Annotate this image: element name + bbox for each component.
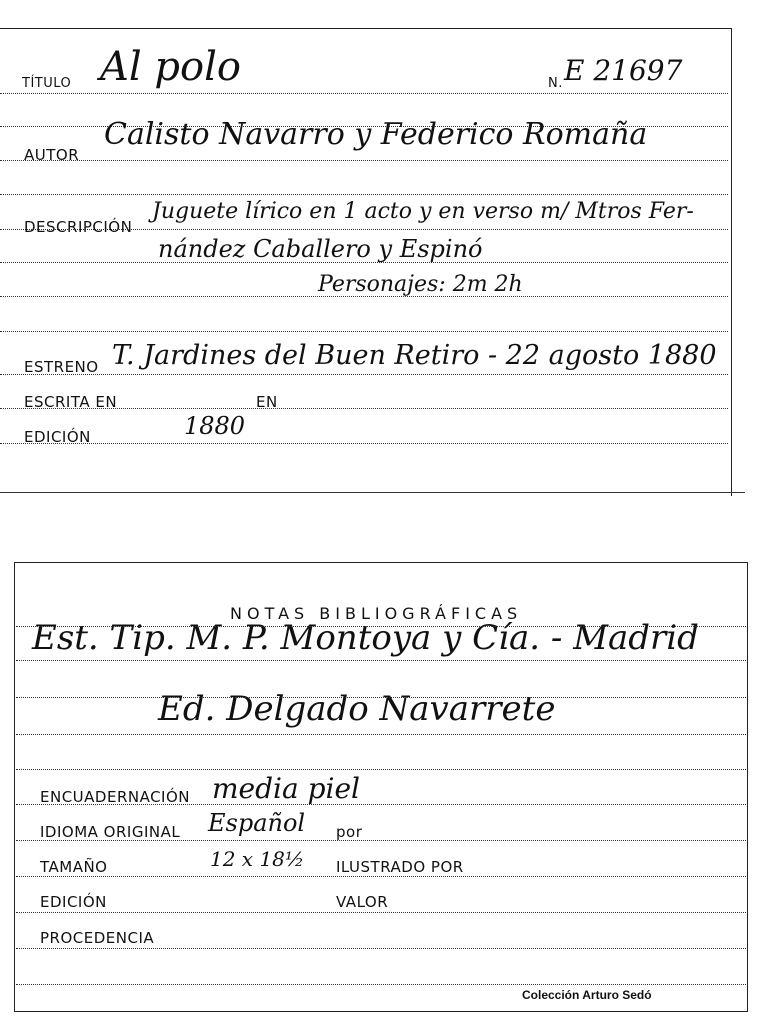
numero-label: N. (548, 76, 563, 91)
rule-line (16, 697, 746, 698)
por-label: por (336, 823, 363, 841)
tamano-label: TAMAÑO (40, 858, 108, 876)
rule-line (16, 912, 746, 913)
idioma-value: Español (208, 809, 306, 837)
titulo-label: TÍTULO (22, 76, 72, 91)
numero-value: E 21697 (564, 54, 683, 87)
rule-line (16, 769, 746, 770)
escrita-en-label: ESCRITA EN (24, 393, 118, 411)
collection-footer: Colección Arturo Sedó (522, 988, 652, 1002)
ilustrado-label: ILUSTRADO POR (336, 858, 464, 876)
notas-line1: Est. Tip. M. P. Montoya y Cía. - Madrid (32, 618, 699, 658)
rule-line (16, 876, 746, 877)
rule-line (16, 948, 746, 949)
encuadernacion-label: ENCUADERNACIÓN (40, 788, 191, 806)
estreno-label: ESTRENO (24, 358, 99, 376)
encuadernacion-value: media piel (212, 772, 360, 805)
rule-line (0, 194, 728, 195)
tamano-value: 12 x 18½ (210, 847, 305, 871)
en-label: EN (256, 393, 278, 411)
rule-line (16, 734, 746, 735)
notas-title: NOTAS BIBLIOGRÁFICAS (230, 604, 523, 623)
rule-line (16, 626, 746, 627)
autor-value: Calisto Navarro y Federico Romaña (104, 117, 648, 152)
edicion-label-top: EDICIÓN (24, 428, 91, 446)
valor-label: VALOR (336, 893, 389, 911)
rule-line (0, 331, 728, 332)
edicion-value-top: 1880 (184, 412, 246, 440)
descripcion-line3: Personajes: 2m 2h (318, 272, 523, 297)
descripcion-label: DESCRIPCIÓN (24, 218, 133, 236)
estreno-value: T. Jardines del Buen Retiro - 22 agosto 1880 (112, 340, 717, 371)
page-separator (0, 492, 745, 493)
rule-line (16, 984, 746, 985)
rule-line (0, 374, 728, 375)
rule-line (0, 93, 728, 94)
rule-line (0, 160, 728, 161)
notas-line2: Ed. Delgado Navarrete (158, 689, 556, 729)
idioma-label: IDIOMA ORIGINAL (40, 823, 181, 841)
procedencia-label: PROCEDENCIA (40, 929, 155, 947)
rule-line (0, 443, 728, 444)
rule-line (16, 660, 746, 661)
descripcion-line1: Juguete lírico en 1 acto y en verso m/ Mtros Fer- (152, 199, 694, 224)
titulo-value: Al polo (100, 44, 241, 90)
edicion-label-bottom: EDICIÓN (40, 893, 107, 911)
autor-label: AUTOR (24, 146, 80, 164)
descripcion-line2: nández Caballero y Espinó (158, 235, 483, 263)
